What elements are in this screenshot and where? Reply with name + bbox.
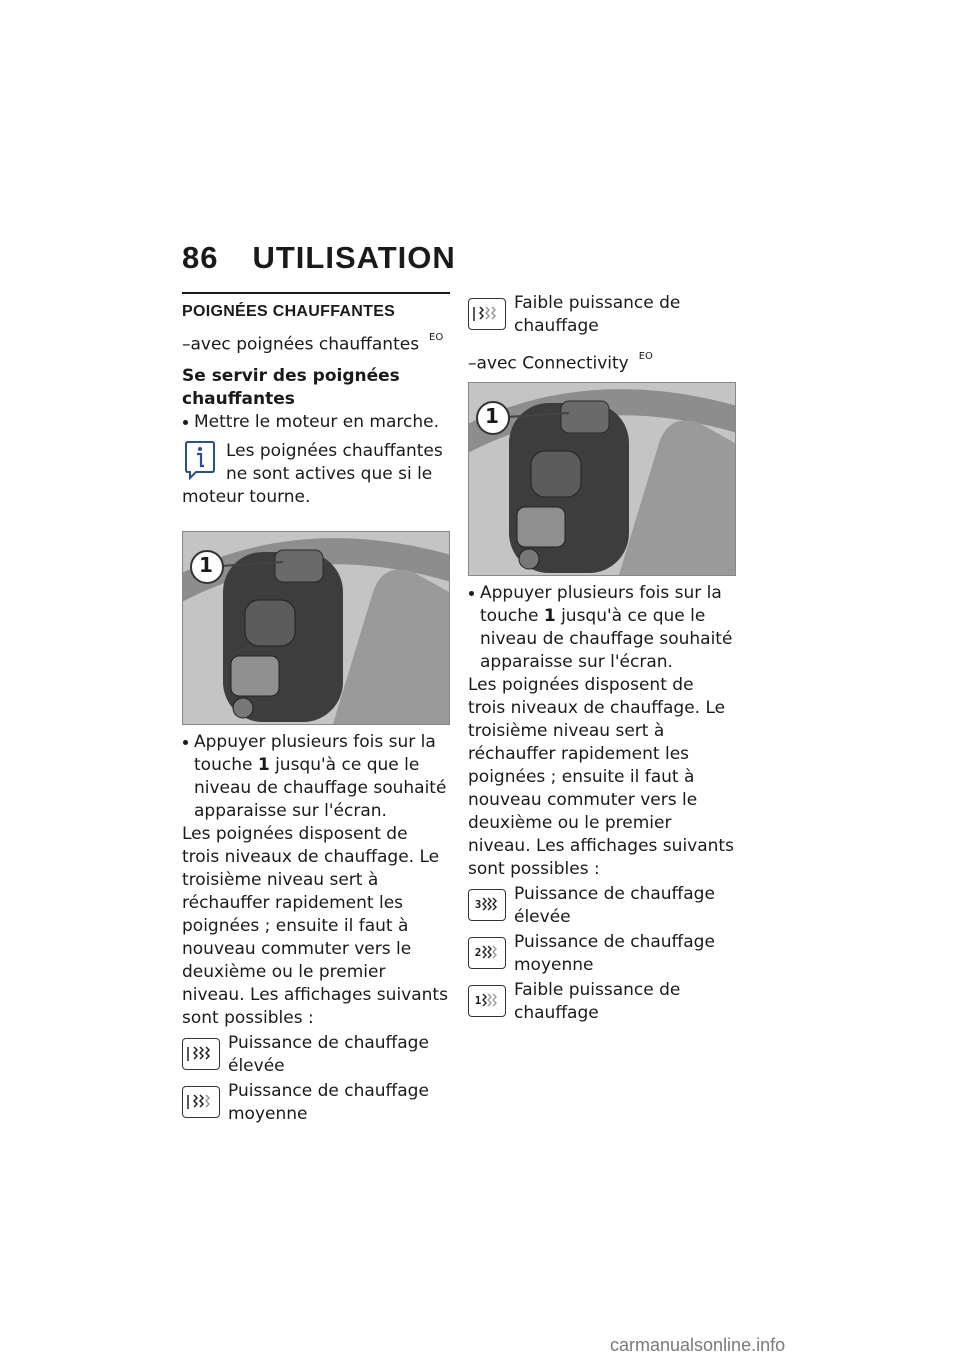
page-number: 86	[182, 240, 219, 275]
condition-tag: EO	[429, 332, 444, 343]
heat-high-icon	[182, 1038, 220, 1070]
connectivity-condition	[468, 348, 736, 376]
level-mid-row	[182, 1080, 450, 1126]
level-3-number: 3	[474, 898, 482, 912]
level-2-number: 2	[474, 946, 482, 960]
connectivity-step-text-post: jusqu'à ce que le niveau de chauffage souhaité apparaisse sur l'écran.	[480, 605, 733, 672]
section-title: POIGNÉES CHAUFFANTES	[182, 292, 450, 323]
footer-watermark: carmanualsonline.info	[610, 1335, 786, 1355]
connectivity-level-low-row	[468, 979, 736, 1025]
column-right	[468, 292, 736, 1025]
connectivity-level-mid-label: Puissance de chauffage moyenne	[514, 931, 715, 975]
connectivity-level-mid-row	[468, 931, 736, 977]
equipment-condition	[182, 329, 450, 357]
step-text-pre: Appuyer plusieurs fois sur la touche	[194, 731, 436, 775]
level-low-row	[468, 292, 736, 338]
connectivity-level-high-row	[468, 883, 736, 929]
connectivity-levels-description: Les poignées disposent de trois niveaux de chauffage. Le troisième niveau sert à réchauffer rapidement les poignées ; ensuite il faut à nouveau commuter vers le deuxième ou le premier niveau. Les affichages suivants sont possibles :	[468, 674, 734, 879]
heat-level-2-icon	[468, 937, 506, 969]
heat-low-icon	[468, 298, 506, 330]
connectivity-condition-tag: EO	[638, 351, 653, 362]
level-1-number: 1	[474, 994, 482, 1008]
condition-text: –avec poignées chauffantes	[182, 334, 420, 355]
level-low-label: Faible puissance de chauffage	[514, 293, 681, 336]
photo-callout-1: 1	[199, 552, 213, 577]
connectivity-condition-text: –avec Connectivity	[468, 353, 629, 374]
heat-level-1-icon	[468, 985, 506, 1017]
connectivity-handlebar-photo	[468, 382, 736, 576]
connectivity-step-press-button	[468, 582, 736, 674]
connectivity-level-low-label: Faible puissance de chauffage	[514, 979, 681, 1023]
levels-description: Les poignées disposent de trois niveaux de chauffage. Le troisième niveau sert à réchauffer rapidement les poignées ; ensuite il faut à nouveau commuter vers le deuxième ou le premier niveau. Les affichages suivants sont possibles :	[182, 823, 448, 1028]
connectivity-level-high-label: Puissance de chauffage élevée	[514, 883, 715, 927]
level-mid-label: Puissance de chauffage moyenne	[228, 1080, 429, 1124]
level-high-row	[182, 1032, 450, 1078]
connectivity-step-text-pre: Appuyer plusieurs fois sur la touche	[480, 582, 722, 626]
heat-level-3-icon	[468, 889, 506, 921]
heat-mid-icon	[182, 1086, 220, 1118]
column-left	[182, 292, 450, 1126]
step-start-engine: Mettre le moteur en marche.	[182, 411, 450, 434]
step-text-post: jusqu'à ce que le niveau de chauffage souhaité apparaisse sur l'écran.	[194, 754, 447, 821]
connectivity-step-key-ref: 1	[543, 605, 556, 626]
subsection-title: Se servir des poignées chauffantes	[182, 365, 400, 409]
page-header	[182, 240, 456, 276]
level-high-label: Puissance de chauffage élevée	[228, 1032, 429, 1076]
info-icon	[182, 440, 218, 480]
chapter-title: UTILISATION	[252, 240, 456, 275]
handlebar-photo	[182, 531, 450, 725]
info-note	[182, 440, 450, 509]
connectivity-photo-callout-1: 1	[485, 403, 499, 428]
step-key-ref: 1	[257, 754, 270, 775]
note-text: Les poignées chauffantes ne sont actives que si le moteur tourne.	[182, 440, 443, 507]
step-press-button	[182, 731, 450, 823]
